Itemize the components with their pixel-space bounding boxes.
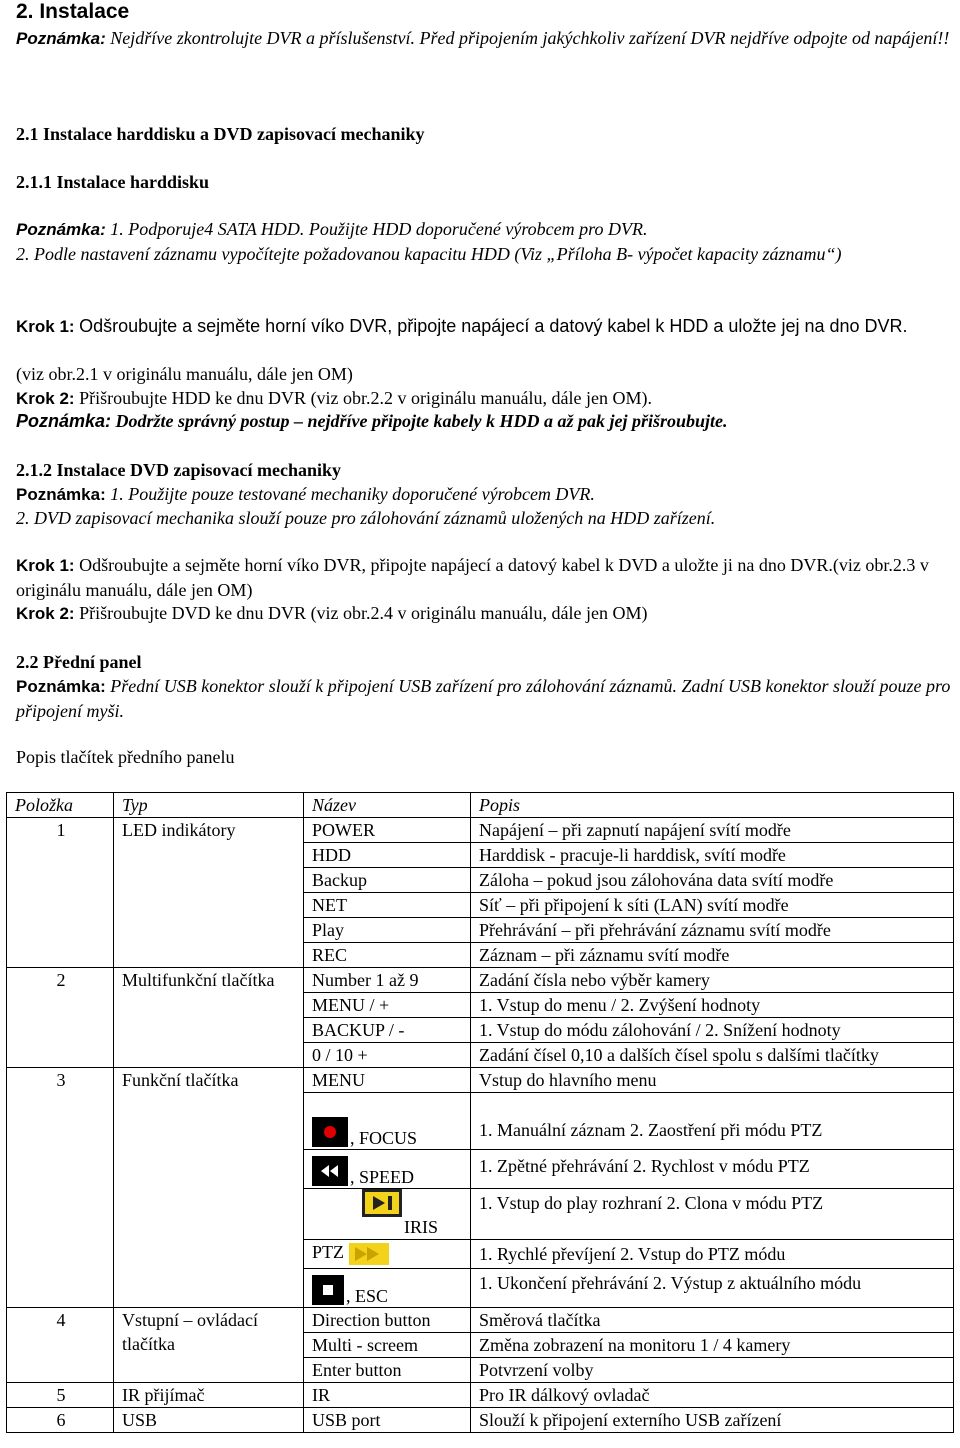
record-icon bbox=[312, 1117, 348, 1147]
note-label: Poznámka: bbox=[16, 485, 106, 504]
item-desc: Směrová tlačítka bbox=[471, 1308, 954, 1333]
section-2-1-1-title: 2.1.1 Instalace harddisku bbox=[16, 172, 210, 192]
item-desc: 1. Ukončení přehrávání 2. Výstup z aktuálního módu bbox=[471, 1269, 954, 1308]
item-desc: 1. Manuální záznam 2. Zaostření při módu PTZ bbox=[471, 1111, 954, 1150]
step-text: Odšroubujte a sejměte horní víko DVR, připojte napájecí a datový kabel k DVD a uložte ji na dno DVR.(viz obr.2.3 v originálu manuálu, dále jen OM) bbox=[16, 555, 929, 600]
speed-cell bbox=[304, 1150, 471, 1189]
header-cell: Popis bbox=[471, 793, 954, 818]
item-number: 2 bbox=[7, 968, 114, 1068]
item-desc: 1. Zpětné přehrávání 2. Rychlost v módu PTZ bbox=[471, 1150, 954, 1189]
item-name: MENU / + bbox=[304, 993, 471, 1018]
item-desc: 1. Rychlé převíjení 2. Vstup do PTZ módu bbox=[471, 1240, 954, 1269]
table-header-row bbox=[7, 793, 954, 818]
item-desc: Síť – při připojení k síti (LAN) svítí modře bbox=[471, 893, 954, 918]
item-number: 6 bbox=[7, 1408, 114, 1433]
item-name: Backup bbox=[304, 868, 471, 893]
item-desc: Změna zobrazení na monitoru 1 / 4 kamery bbox=[471, 1333, 954, 1358]
dvd-step-1 bbox=[16, 553, 954, 602]
table-row bbox=[7, 1308, 954, 1333]
table-row bbox=[7, 968, 954, 993]
item-name: 0 / 10 + bbox=[304, 1043, 471, 1068]
hdd-step-1-ref: (viz obr.2.1 v originálu manuálu, dále jen OM) bbox=[16, 364, 353, 384]
item-number: 3 bbox=[7, 1068, 114, 1308]
step-label: Krok 2: bbox=[16, 389, 75, 408]
item-desc: Pro IR dálkový ovladač bbox=[471, 1383, 954, 1408]
item-desc: 1. Vstup do play rozhraní 2. Clona v módu PTZ bbox=[471, 1189, 954, 1240]
item-type: IR přijímač bbox=[114, 1383, 304, 1408]
item-desc: Zadání čísel 0,10 a dalších čísel spolu s dalšími tlačítky bbox=[471, 1043, 954, 1068]
item-type: LED indikátory bbox=[114, 818, 304, 968]
iris-cell bbox=[304, 1189, 471, 1240]
item-name: MENU bbox=[304, 1068, 471, 1093]
intro-note bbox=[16, 26, 954, 51]
header-cell: Typ bbox=[114, 793, 304, 818]
iris-label: IRIS bbox=[404, 1217, 439, 1237]
hdd-warning bbox=[16, 409, 954, 433]
item-name: HDD bbox=[304, 843, 471, 868]
note-text: Přední USB konektor slouží k připojení USB zařízení pro zálohování záznamů. Zadní USB konektor slouží pouze pro připojení myši. bbox=[16, 676, 951, 721]
table-row bbox=[7, 818, 954, 843]
note-label: Poznámka: bbox=[16, 220, 106, 239]
item-name: Enter button bbox=[304, 1358, 471, 1383]
note-text: Nejdříve zkontrolujte DVR a příslušenství. Před připojením jakýchkoliv zařízení DVR nejdříve odpojte od napájení!! bbox=[110, 28, 950, 48]
table-row bbox=[7, 1408, 954, 1433]
note-label: Poznámka: bbox=[16, 29, 106, 48]
item-desc: Napájení – při zapnutí napájení svítí modře bbox=[471, 818, 954, 843]
item-desc: Záznam – při záznamu svítí modře bbox=[471, 943, 954, 968]
header-cell: Název bbox=[304, 793, 471, 818]
play-pause-icon bbox=[362, 1189, 402, 1217]
dvd-step-2 bbox=[16, 601, 954, 626]
focus-cell bbox=[304, 1111, 471, 1150]
item-type: Vstupní – ovládací tlačítka bbox=[114, 1308, 304, 1383]
hdd-note-1 bbox=[16, 217, 954, 242]
item-desc: Přehrávání – při přehrávání záznamu svítí modře bbox=[471, 918, 954, 943]
speed-label: , SPEED bbox=[350, 1167, 415, 1187]
esc-cell bbox=[304, 1269, 471, 1308]
item-desc: Potvrzení volby bbox=[471, 1358, 954, 1383]
hdd-note-2: 2. Podle nastavení záznamu vypočítejte požadovanou kapacitu HDD (Viz „Příloha B- výpočet kapacity záznamu“) bbox=[16, 244, 842, 264]
header-cell: Položka bbox=[7, 793, 114, 818]
note-text: 1. Podporuje4 SATA HDD. Použijte HDD doporučené výrobcem pro DVR. bbox=[110, 219, 648, 239]
dvd-note-1 bbox=[16, 482, 954, 507]
table-row bbox=[7, 1383, 954, 1408]
item-type: Multifunkční tlačítka bbox=[114, 968, 304, 1068]
section-2-2-title: 2.2 Přední panel bbox=[16, 652, 142, 672]
note-text: 1. Použijte pouze testované mechaniky doporučené výrobcem DVR. bbox=[110, 484, 595, 504]
item-desc: Slouží k připojení externího USB zařízení bbox=[471, 1408, 954, 1433]
item-name: Number 1 až 9 bbox=[304, 968, 471, 993]
hdd-step-1 bbox=[16, 314, 954, 339]
table-row bbox=[7, 1068, 954, 1093]
item-name: IR bbox=[304, 1383, 471, 1408]
fast-forward-icon bbox=[349, 1240, 389, 1268]
step-text: Přišroubujte DVD ke dnu DVR (viz obr.2.4 v originálu manuálu, dále jen OM) bbox=[79, 603, 648, 623]
note-label: Poznámka: bbox=[16, 411, 112, 431]
item-name: REC bbox=[304, 943, 471, 968]
step-label: Krok 1: bbox=[16, 556, 75, 575]
note-text: Dodržte správný postup – nejdříve připojte kabely k HDD a až pak jej přišroubujte. bbox=[115, 411, 728, 431]
item-desc: 1. Vstup do módu zálohování / 2. Snížení hodnoty bbox=[471, 1018, 954, 1043]
step-label: Krok 2: bbox=[16, 604, 75, 623]
ptz-label: PTZ bbox=[312, 1242, 345, 1263]
item-name: Direction button bbox=[304, 1308, 471, 1333]
item-number: 4 bbox=[7, 1308, 114, 1383]
item-name: NET bbox=[304, 893, 471, 918]
item-name: Multi - screem bbox=[304, 1333, 471, 1358]
item-name: USB port bbox=[304, 1408, 471, 1433]
table-caption: Popis tlačítek předního panelu bbox=[16, 747, 235, 767]
item-type: Funkční tlačítka bbox=[114, 1068, 304, 1308]
item-desc: Vstup do hlavního menu bbox=[471, 1068, 954, 1093]
step-label: Krok 1: bbox=[16, 317, 75, 336]
item-number: 5 bbox=[7, 1383, 114, 1408]
item-desc: 1. Vstup do menu / 2. Zvýšení hodnoty bbox=[471, 993, 954, 1018]
item-name: POWER bbox=[304, 818, 471, 843]
page-title: 2. Instalace bbox=[16, 0, 130, 23]
item-type: USB bbox=[114, 1408, 304, 1433]
focus-label: , FOCUS bbox=[350, 1128, 418, 1148]
step-text: Přišroubujte HDD ke dnu DVR (viz obr.2.2 v originálu manuálu, dále jen OM). bbox=[79, 388, 652, 408]
dvd-note-2: 2. DVD zapisovací mechanika slouží pouze pro zálohování záznamů uložených na HDD zařízení. bbox=[16, 508, 716, 528]
ptz-cell bbox=[304, 1240, 471, 1269]
hdd-step-2 bbox=[16, 386, 954, 411]
item-number: 1 bbox=[7, 818, 114, 968]
section-2-1-2-title: 2.1.2 Instalace DVD zapisovací mechaniky bbox=[16, 460, 341, 480]
rewind-icon bbox=[312, 1156, 348, 1186]
item-desc: Harddisk - pracuje-li harddisk, svítí modře bbox=[471, 843, 954, 868]
front-panel-table bbox=[6, 792, 954, 1433]
step-text: Odšroubujte a sejměte horní víko DVR, připojte napájecí a datový kabel k HDD a uložte jej na dno DVR. bbox=[79, 316, 908, 336]
front-panel-note bbox=[16, 674, 954, 723]
item-name: BACKUP / - bbox=[304, 1018, 471, 1043]
stop-icon bbox=[312, 1275, 344, 1305]
esc-label: , ESC bbox=[346, 1286, 389, 1306]
section-2-1-title: 2.1 Instalace harddisku a DVD zapisovací mechaniky bbox=[16, 124, 425, 144]
note-label: Poznámka: bbox=[16, 677, 106, 696]
item-name: Play bbox=[304, 918, 471, 943]
item-desc: Zadání čísla nebo výběr kamery bbox=[471, 968, 954, 993]
item-desc: Záloha – pokud jsou zálohována data svítí modře bbox=[471, 868, 954, 893]
